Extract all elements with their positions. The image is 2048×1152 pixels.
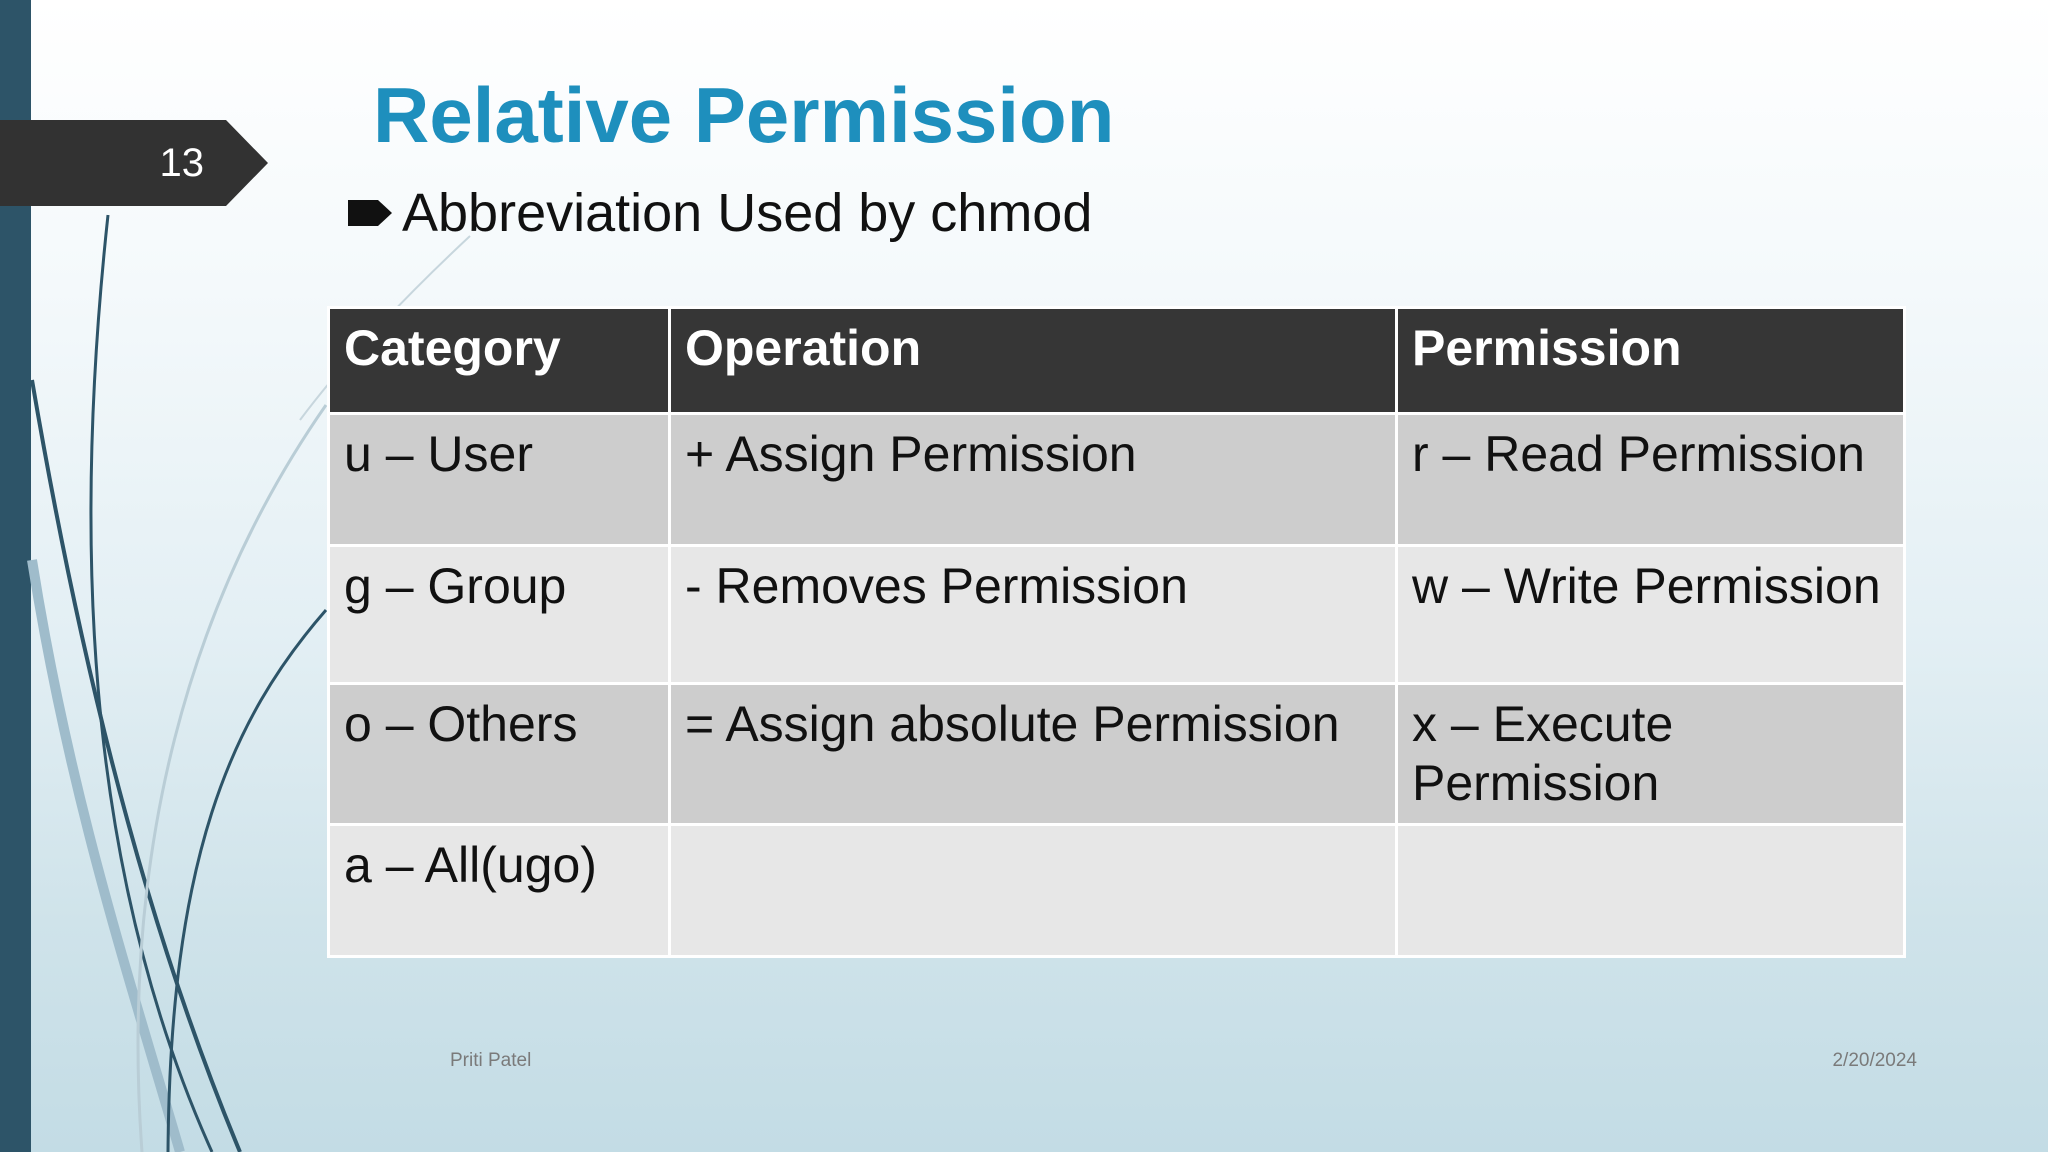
table-cell: [670, 825, 1397, 957]
slide-title: Relative Permission: [373, 71, 1115, 159]
slide-number-tab: [0, 120, 270, 206]
table-cell: a – All(ugo): [329, 825, 670, 957]
table-cell: w – Write Permission: [1397, 546, 1905, 684]
table-cell: = Assign absolute Permission: [670, 684, 1397, 825]
table-cell: g – Group: [329, 546, 670, 684]
bullet-item: [348, 178, 1092, 248]
table-cell: x – Execute Permission: [1397, 684, 1905, 825]
table-cell: o – Others: [329, 684, 670, 825]
table-cell: u – User: [329, 414, 670, 546]
header-operation: Operation: [670, 308, 1397, 414]
table-cell: - Removes Permission: [670, 546, 1397, 684]
arrow-bullet-icon: [348, 200, 392, 226]
table-row: [329, 825, 1905, 957]
table-header-row: [329, 308, 1905, 414]
table-cell: + Assign Permission: [670, 414, 1397, 546]
table-row: [329, 684, 1905, 825]
footer-author: Priti Patel: [450, 1050, 532, 1071]
table-cell: [1397, 825, 1905, 957]
slide-number: 13: [159, 141, 204, 185]
header-category: Category: [329, 308, 670, 414]
footer-date: 2/20/2024: [1832, 1050, 1917, 1071]
table-row: [329, 414, 1905, 546]
permission-table: [327, 306, 1906, 958]
header-permission: Permission: [1397, 308, 1905, 414]
bullet-text: Abbreviation Used by chmod: [402, 183, 1093, 243]
table-row: [329, 546, 1905, 684]
table-cell: r – Read Permission: [1397, 414, 1905, 546]
